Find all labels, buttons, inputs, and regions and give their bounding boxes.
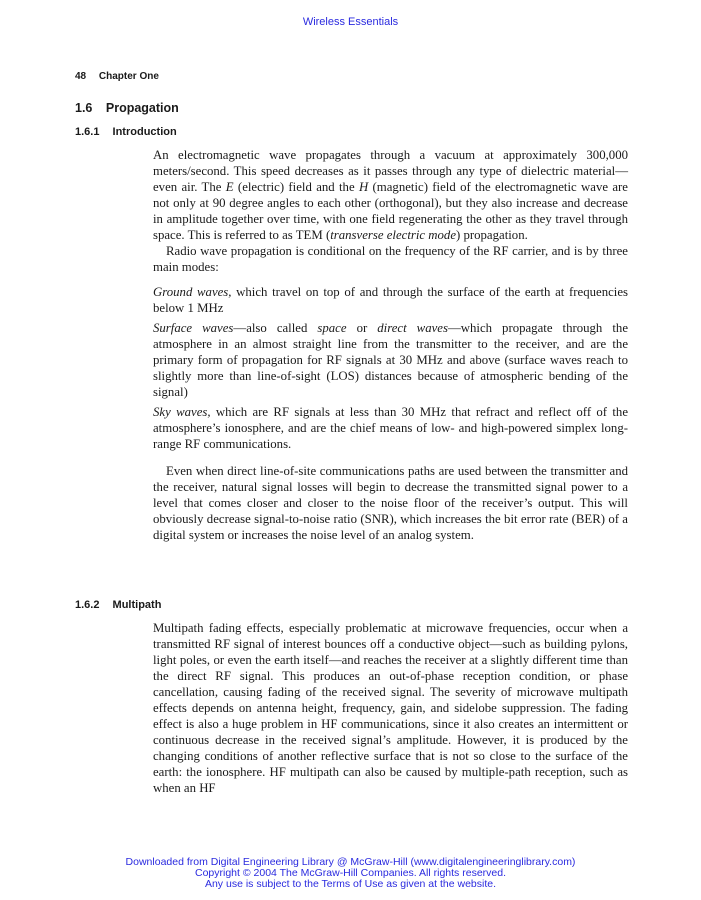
running-head — [75, 71, 159, 82]
footer-terms-line[interactable]: Any use is subject to the Terms of Use as given at the website. — [204, 878, 497, 890]
footer-copyright-line: Copyright © 2004 The McGraw-Hill Companies. All rights reserved. — [195, 867, 506, 879]
intro-paragraph-2: Radio wave propagation is conditional on the frequency of the RF carrier, and is by three main modes: — [153, 244, 628, 274]
page-banner: Wireless Essentials — [302, 16, 399, 28]
mode-ground-waves: Ground waves, which travel on top of and through the surface of the earth at frequencies below 1 MHz — [153, 285, 628, 315]
section-number: 1.6 — [75, 101, 93, 115]
multipath-body — [153, 620, 628, 796]
multipath-paragraph-1: Multipath fading effects, especially problematic at microwave frequencies, occur when a transmitted RF signal of interest bounces off a conductive object—such as building pylons, light poles, or even the earth itself—and reaches the receiver at a slightly different time than the direct RF signal. This produces an out-of-phase reception condition, or phase cancellation, causing fading of the received signal. The severity of microwave multipath effects depends on antenna height, frequency, gain, and sidelobe suppression. The fading effect is also a huge problem in HF communications, since it also creates an intermittent or continuous decrease in the received signal’s amplitude. However, it is produced by the changing conditions of another reflective surface that is not so close to the surface of the earth: the ionosphere. HF multipath can also be caused by multiple-path reception, such as when an HF — [153, 621, 628, 795]
section-title: Propagation — [105, 101, 179, 115]
subsection-title: Introduction — [112, 126, 177, 138]
subsection-number: 1.6.2 — [75, 599, 100, 611]
subsection-number: 1.6.1 — [75, 126, 100, 138]
mode-sky-waves: Sky waves, which are RF signals at less than 30 MHz that refract and reflect off of the atmosphere’s ionosphere, and are the chief means of low- and high-powered simplex long-range RF communications. — [153, 405, 629, 451]
subsection-heading-introduction — [75, 126, 177, 138]
subsection-heading-multipath — [75, 599, 161, 611]
intro-paragraph-3: Even when direct line-of-site communications paths are used between the transmitter and the receiver, natural signal losses will begin to decrease the transmitted signal power to a level that comes closer and closer to the noise floor of the receiver’s output. This will obviously decrease signal-to-noise ratio (SNR), which increases the bit error rate (BER) of a digital system or increases the noise level of an analog system. — [153, 464, 628, 542]
footer-download-line[interactable]: Downloaded from Digital Engineering Library @ McGraw-Hill (www.digitalengineeringlibrary.com) — [125, 856, 576, 868]
page-number: 48 — [75, 71, 87, 82]
footer — [0, 857, 701, 890]
chapter-title: Chapter One — [98, 71, 159, 82]
section-heading — [75, 101, 179, 115]
intro-paragraph-1: An electromagnetic wave propagates through a vacuum at approximately 300,000 meters/second. This speed decreases as it passes through any type of dielectric material—even air. The E (electric) field and the H (magnetic) field of the electromagnetic wave are not only at 90 degree angles to each other (orthogonal), but they also increase and decrease in amplitude together over time, with one field regenerating the other as they travel through space. This is referred to as TEM (transverse electric mode) propagation. — [153, 148, 628, 242]
subsection-title: Multipath — [112, 599, 162, 611]
introduction-body — [153, 147, 628, 543]
mode-surface-waves: Surface waves—also called space or direct waves—which propagate through the atmosphere in an almost straight line from the transmitter to the receiver, and are the primary form of propagation for RF signals at 30 MHz and above (surface waves reach to slightly more than line-of-sight (LOS) distances because of atmospheric bending of the signal) — [153, 321, 628, 399]
